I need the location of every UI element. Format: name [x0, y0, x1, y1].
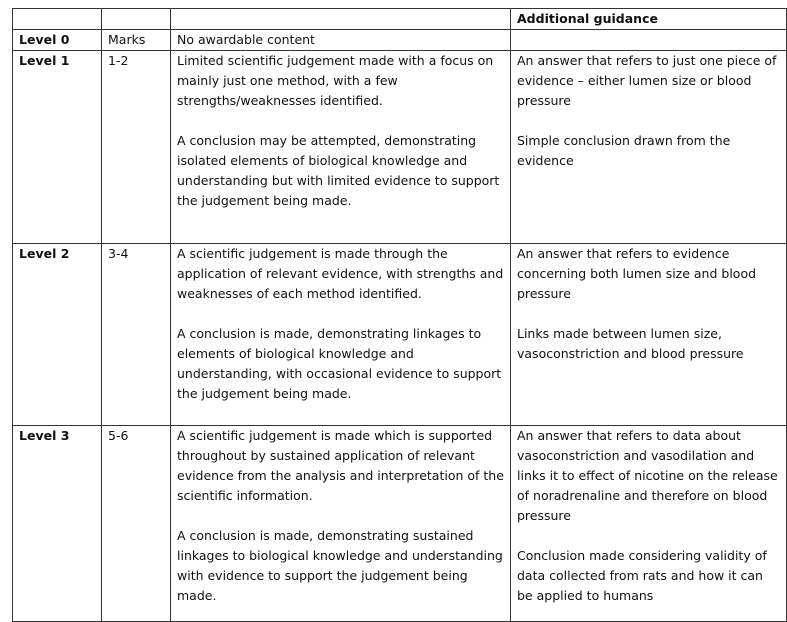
level-3-conclusion-text: A conclusion is made, demonstrating sustained linkages to biological knowledge and understanding with evidence to support the judgement being made.: [177, 528, 503, 603]
level-2-descriptor: [171, 244, 511, 426]
level-3-marks: 5-6: [102, 426, 171, 622]
level-1-judgement-text: Limited scientific judgement made with a focus on mainly just one method, with a few strengths/weaknesses identified.: [177, 53, 494, 108]
level-1-guidance-conclusion: Simple conclusion drawn from the evidence: [517, 133, 731, 168]
level-3-label: Level 3: [13, 426, 102, 622]
level-1-label: Level 1: [13, 51, 102, 244]
level-1-conclusion-text: A conclusion may be attempted, demonstrating isolated elements of biological knowledge and understanding but with limited evidence to support the judgement being made.: [177, 133, 500, 208]
level-0-descriptor: No awardable content: [171, 30, 511, 51]
level-2-row: [13, 244, 787, 426]
level-3-guidance-validity: Conclusion made considering validity of data collected from rats and how it can be applied to humans: [517, 548, 767, 603]
mark-scheme: [12, 8, 778, 622]
level-0-guidance: [511, 30, 787, 51]
header-descriptor-cell: [171, 9, 511, 30]
level-2-judgement-text: A scientific judgement is made through the application of relevant evidence, with strengths and weaknesses of each method identified.: [177, 246, 504, 301]
level-1-descriptor: [171, 51, 511, 244]
level-2-label: Level 2: [13, 244, 102, 426]
level-1-guidance: [511, 51, 787, 244]
mark-scheme-table: [12, 8, 787, 622]
level-2-marks: 3-4: [102, 244, 171, 426]
level-3-judgement-text: A scientific judgement is made which is supported throughout by sustained application of relevant evidence from the analysis and interpretation of the scientific information.: [177, 428, 504, 503]
level-0-row: [13, 30, 787, 51]
level-0-label: Level 0: [13, 30, 102, 51]
level-2-guidance-links: Links made between lumen size, vasoconstriction and blood pressure: [517, 326, 744, 361]
marks-column-label: Marks: [102, 30, 171, 51]
level-3-guidance-data: An answer that refers to data about vasoconstriction and vasodilation and links it to effect of nicotine on the release of noradrenaline and therefore on blood pressure: [517, 428, 778, 523]
level-3-descriptor: [171, 426, 511, 622]
level-3-row: [13, 426, 787, 622]
header-marks-cell: [102, 9, 171, 30]
header-guidance-cell: Additional guidance: [511, 9, 787, 30]
level-1-marks: 1-2: [102, 51, 171, 244]
level-2-guidance-evidence: An answer that refers to evidence concerning both lumen size and blood pressure: [517, 246, 757, 301]
level-2-conclusion-text: A conclusion is made, demonstrating linkages to elements of biological knowledge and understanding, with occasional evidence to support the judgement being made.: [177, 326, 502, 401]
header-level-cell: [13, 9, 102, 30]
level-3-guidance: [511, 426, 787, 622]
level-1-guidance-evidence: An answer that refers to just one piece of evidence – either lumen size or blood pressure: [517, 53, 777, 108]
level-2-guidance: [511, 244, 787, 426]
header-row: [13, 9, 787, 30]
level-1-row: [13, 51, 787, 244]
